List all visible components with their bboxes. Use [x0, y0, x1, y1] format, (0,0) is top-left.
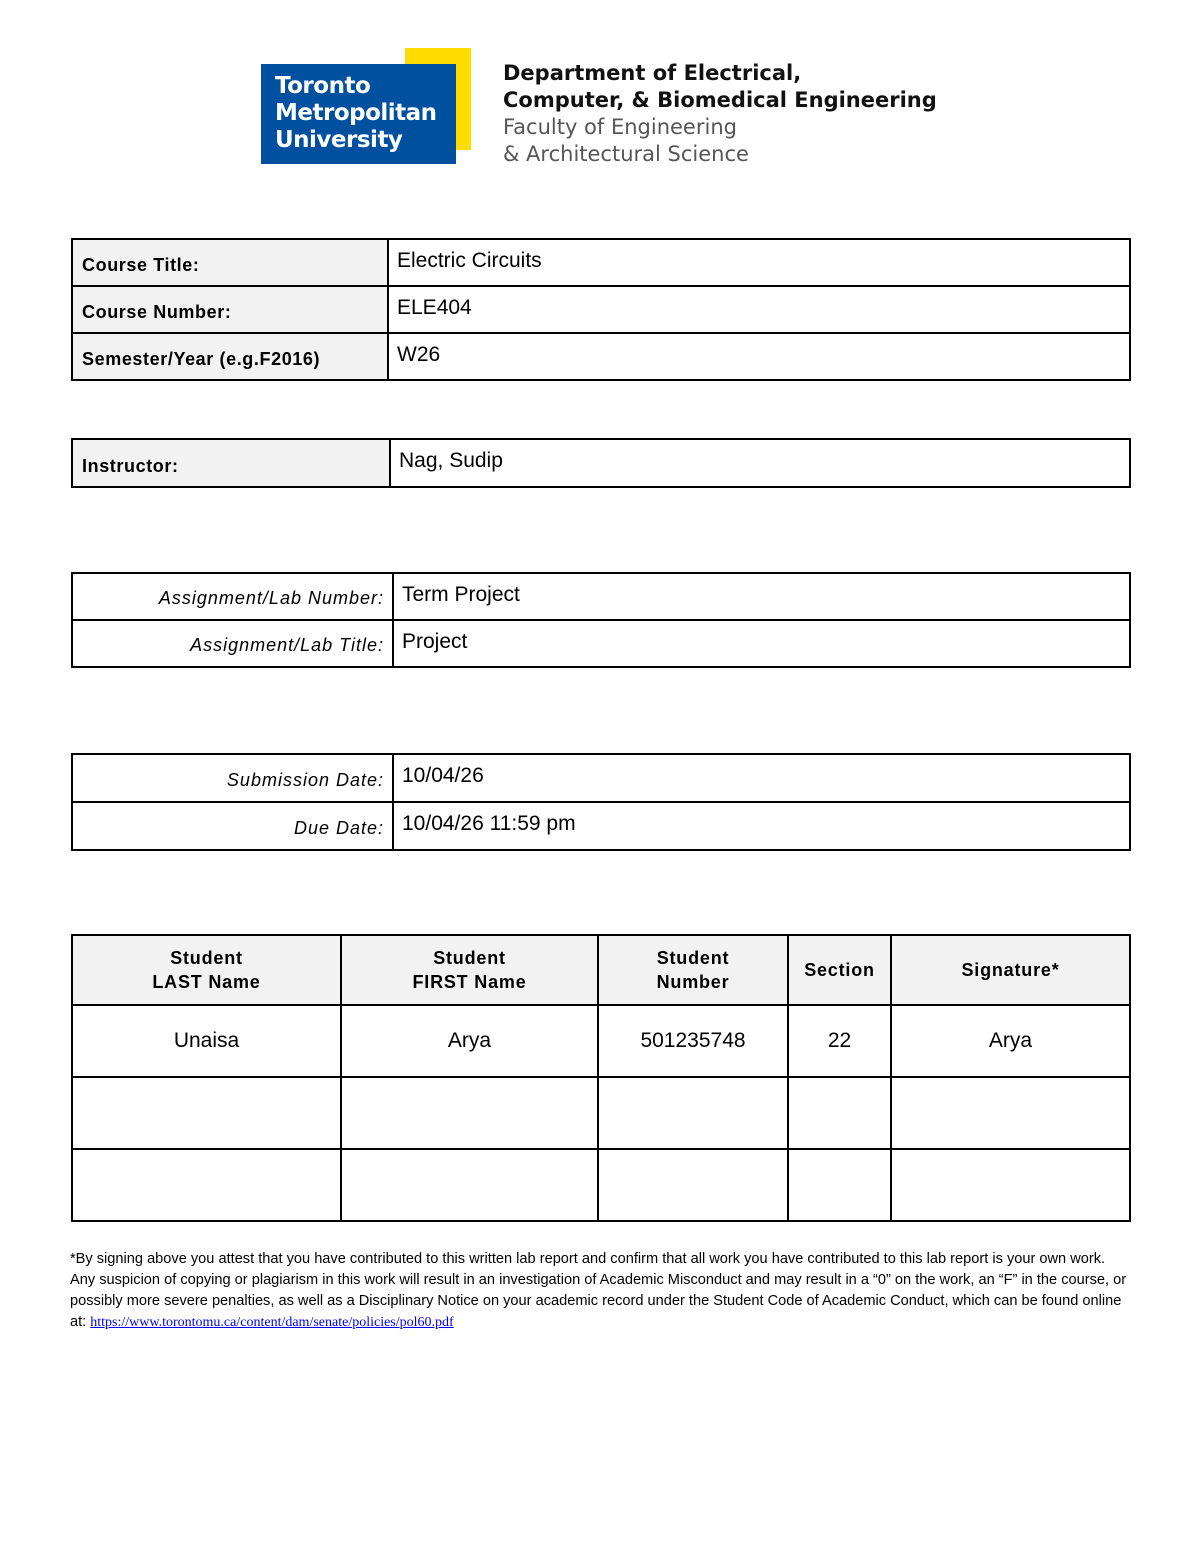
student-section[interactable]: [788, 1149, 891, 1221]
header-last-name: [72, 935, 341, 1005]
submission-date-value[interactable]: 10/04/26: [393, 754, 1130, 802]
submission-date-label: Submission Date:: [72, 754, 393, 802]
student-section[interactable]: [788, 1077, 891, 1149]
student-last-name[interactable]: Unaisa: [72, 1005, 341, 1077]
course-title-row: [72, 239, 1130, 286]
footnote-text: *By signing above you attest that you have contributed to this written lab report and confirm that all work you have contributed to this lab report is your own work. Any suspicion of copying or plagiarism in this work will result in an investigation of Academic Misconduct and may result in a “0” on the work, an “F” in the course, or possibly more severe penalties, as well as a Disciplinary Notice on your academic record under the Student Code of Academic Conduct, which can be found online at:: [70, 1251, 1127, 1330]
assignment-title-value[interactable]: Project: [393, 620, 1130, 667]
header-signature: Signature*: [891, 935, 1130, 1005]
student-row: [72, 1005, 1130, 1077]
due-date-row: [72, 802, 1130, 850]
course-info-table: [71, 238, 1131, 381]
course-title-label: Course Title:: [72, 239, 388, 286]
student-signature[interactable]: [891, 1077, 1130, 1149]
header-student-number: [598, 935, 788, 1005]
policy-link[interactable]: https://www.torontomu.ca/content/dam/senate/policies/pol60.pdf: [90, 1315, 454, 1330]
course-number-row: [72, 286, 1130, 333]
dates-table: [71, 753, 1131, 851]
student-signature[interactable]: Arya: [891, 1005, 1130, 1077]
semester-row: [72, 333, 1130, 380]
student-first-name[interactable]: [341, 1077, 598, 1149]
instructor-row: [72, 439, 1130, 487]
university-logo: [261, 48, 471, 164]
student-first-name[interactable]: [341, 1149, 598, 1221]
student-last-name[interactable]: [72, 1077, 341, 1149]
course-number-value[interactable]: ELE404: [388, 286, 1130, 333]
student-row: [72, 1149, 1130, 1221]
semester-label: Semester/Year (e.g.F2016): [72, 333, 388, 380]
student-first-name[interactable]: Arya: [341, 1005, 598, 1077]
student-number[interactable]: 501235748: [598, 1005, 788, 1077]
instructor-value[interactable]: Nag, Sudip: [390, 439, 1130, 487]
assignment-number-value[interactable]: Term Project: [393, 573, 1130, 620]
assignment-number-label: Assignment/Lab Number:: [72, 573, 393, 620]
student-section[interactable]: 22: [788, 1005, 891, 1077]
header-first-name-line-2: FIRST Name: [412, 972, 527, 992]
due-date-value[interactable]: 10/04/26 11:59 pm: [393, 802, 1130, 850]
department-heading: [503, 60, 937, 168]
student-number[interactable]: [598, 1149, 788, 1221]
header-section: Section: [788, 935, 891, 1005]
course-title-value[interactable]: Electric Circuits: [388, 239, 1130, 286]
logo-line-3: University: [275, 127, 403, 153]
instructor-table: [71, 438, 1131, 488]
signature-footnote: [70, 1249, 1132, 1333]
student-signature[interactable]: [891, 1149, 1130, 1221]
semester-value[interactable]: W26: [388, 333, 1130, 380]
instructor-label: Instructor:: [72, 439, 390, 487]
student-row: [72, 1077, 1130, 1149]
assignment-table: [71, 572, 1131, 668]
course-number-label: Course Number:: [72, 286, 388, 333]
student-last-name[interactable]: [72, 1149, 341, 1221]
assignment-title-label: Assignment/Lab Title:: [72, 620, 393, 667]
students-table: [71, 934, 1131, 1222]
header-last-name-line-2: LAST Name: [152, 972, 261, 992]
department-line-1: Department of Electrical,: [503, 61, 802, 85]
logo-wordmark: [275, 73, 437, 154]
faculty-line-1: Faculty of Engineering: [503, 115, 737, 139]
due-date-label: Due Date:: [72, 802, 393, 850]
student-number[interactable]: [598, 1077, 788, 1149]
header-student-number-line-1: Student: [656, 948, 730, 968]
submission-date-row: [72, 754, 1130, 802]
assignment-number-row: [72, 573, 1130, 620]
department-line-2: Computer, & Biomedical Engineering: [503, 88, 937, 112]
logo-line-1: Toronto: [275, 73, 371, 99]
students-header-row: [72, 935, 1130, 1005]
header-first-name: [341, 935, 598, 1005]
header-first-name-line-1: Student: [433, 948, 506, 968]
header-student-number-line-2: Number: [656, 972, 730, 992]
faculty-line-2: & Architectural Science: [503, 142, 749, 166]
assignment-title-row: [72, 620, 1130, 667]
header-last-name-line-1: Student: [170, 948, 243, 968]
logo-line-2: Metropolitan: [275, 100, 437, 126]
